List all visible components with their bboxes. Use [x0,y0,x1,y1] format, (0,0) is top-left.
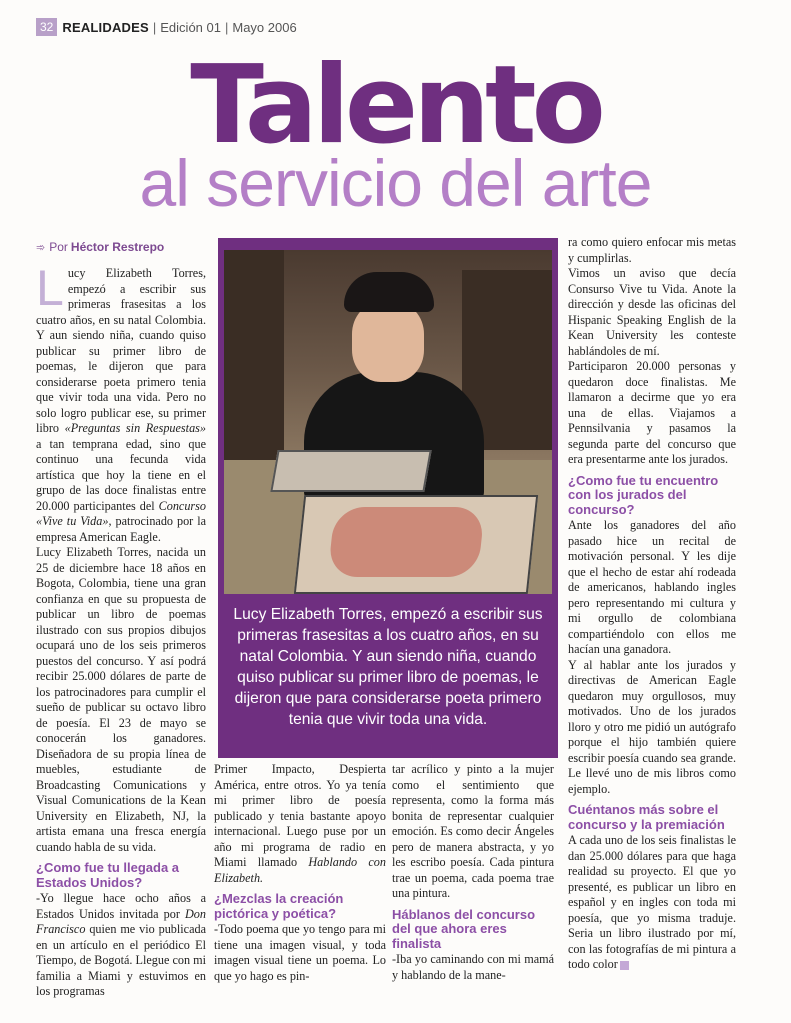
body-paragraph: ra como quiero enfocar mis metas y cumplirlas. [568,235,736,265]
question-heading: ¿Mezclas la creación pictórica y poética? [214,891,344,921]
issue-label: Edición 01 [160,19,221,35]
photo-box [218,238,558,758]
page-number: 32 [36,18,57,36]
answer-paragraph: Ante los ganadores del año pasado hice un recital de motivación personal. Y les dije que el hecho de estar ahí rodeada de americanos, hablando ingles pero representando mi cultura y mi orgullo de colombiana compartiéndolo con ellos me hacían una ganadora. [568,518,736,656]
show-name: Don Francisco [36,906,206,936]
arrow-icon: ➾ [36,241,46,254]
question-heading: ¿Como fue tu llegada a Estados Unidos? [36,860,180,890]
answer-paragraph: -Yo llegue hace ocho años a Estados Unidos invitada por Don Francisco quien me vio publicada en un artículo en el periódico El Tiempo, de Bogotá. Llegue con mi familia a Miami y estuvimos en los programas [36,891,206,998]
answer-paragraph: Y al hablar ante los jurados y directivas de American Eagle quedaron muy orgullosos, muy motivados. Uno de los jurados lloro y otro me pidió un autógrafo porque el hijo también quiere escribir poesía cuando sea grande. Le llevé uno de mis libros como ejemplo. [568,657,736,796]
book-title: «Preguntas sin Respuestas» [64,421,206,435]
issue-date: Mayo 2006 [232,19,297,35]
body-paragraph: Vimos un aviso que decía Consurso Vive tu Vida. Anote la dirección y desde las oficinas del Hispanic Speaking English de la Kean University les conteste hablándoles de mí. [568,266,736,358]
byline [36,240,164,254]
question-heading: Cuéntanos más sobre el concurso y la premiación [568,802,725,832]
portrait-photo [224,250,552,594]
photo-caption: Lucy Elizabeth Torres, empezó a escribir sus primeras frasesitas a los cuatro años, en su natal Colombia. Y aun siendo niña, cuando quiso publicar su primer libro de poemas, le dijeron que para considerarse poeta primero tenia que vivir toda una vida. [233,606,543,728]
answer-paragraph: -Iba yo caminando con mi mamá y hablando de la mane- [392,952,554,982]
body-paragraph: Participaron 20.000 personas y quedaron doce finalistas. Me llamaron a decirme que yo era una de ellas. Viajamos a Pennsilvania y pasamos la segunda parte del concurso que era presentarme ante los jurados. [568,359,736,466]
contest-name: Concurso «Vive tu Vida» [36,498,206,528]
intro-paragraph: Lucy Elizabeth Torres, empezó a escribir sus primeras frasesitas a los cuatro años, en su natal Colombia. Y aun siendo niña, cuando quiso publicar su primer libro de poemas, le dijeron que para considerarse poeta primero tenia que vivir toda una vida. Pero no solo logro publicar ese, su primer libro «Preguntas sin Respuestas» a tan temprana edad, sino que continuo una fecunda vida artística que hoy la tiene en el grupo de las doce finalistas entre 20.000 participantes del Concurso «Vive tu Vida», patrocinado por la empresa American Eagle. [36,260,206,544]
magazine-name: REALIDADES [62,19,149,35]
article-column-3 [392,762,554,983]
header-separator: | [224,19,229,35]
answer-paragraph: A cada uno de los seis finalistas le dan 25.000 dólares para que haga realidad su proyecto. El que yo presenté, es publicar un libro en español y en ingles con toda mi poesía, que yo misma traduje. Seria un libro ilustrado por mí, con las fotografías de mi pintura a todo color [568,833,736,971]
article-subtitle: al servicio del arte [139,146,652,220]
page-header [36,16,297,38]
byline-prefix: Por [49,240,68,254]
answer-paragraph: -Todo poema que yo tengo para mi tiene una imagen visual, y toda imagen visual tiene un poema. Lo que yo hago es pin- [214,922,386,983]
author-name: Héctor Restrepo [70,240,165,254]
body-paragraph: Primer Impacto, Despierta América, entre otros. Yo ya tenía mi primer libro de poesía publicado y tenia bastante apoyo internacional. Luego puse por un año mi programa de radio en Miami llamado Hablando con Elizabeth. [214,762,386,885]
end-mark-icon [620,961,629,970]
article-column-1 [36,260,206,1000]
radio-show-name: Hablando con Elizabeth. [214,855,386,885]
article-column-4 [568,235,736,973]
article-column-2 [214,762,386,984]
drop-cap: L [36,260,64,316]
article-title: Talento [190,43,601,168]
question-heading: Háblanos del concurso del que ahora eres finalista [392,906,536,951]
body-paragraph: tar acrílico y pinto a la mujer como el sentimiento que representa, como la forma más bonita de representar cualquier emoción. Es como decir Ángeles pero de manera abstracta, y yo les escribo poesía. Cada pintura trae un poema, cada poema trae una pintura. [392,762,554,900]
body-paragraph: Lucy Elizabeth Torres, nacida un 25 de diciembre hace 18 años en Bogota, Colombia, tiene una gran confianza en que su propuesta de publicar un libro de poemas ilustrado con sus propios dibujos ocupará uno de los seis primeros puestos del concurso. Y así podrá recibir 25.000 dólares de parte de los patrocinadores para cumplir el sueño de publicar su octavo libro de poesía. El 23 de mayo se conocerán los ganadores. Diseñadora de su propia línea de muebles, estudiante de Broadcasting Comunications y Visual Comunications de la Kean University en Elizabeth, NJ, la artista emana una fresca energía cuando habla de su vida. [36,545,206,854]
question-heading: ¿Como fue tu encuentro con los jurados del concurso? [568,472,719,517]
header-separator: | [152,19,157,35]
